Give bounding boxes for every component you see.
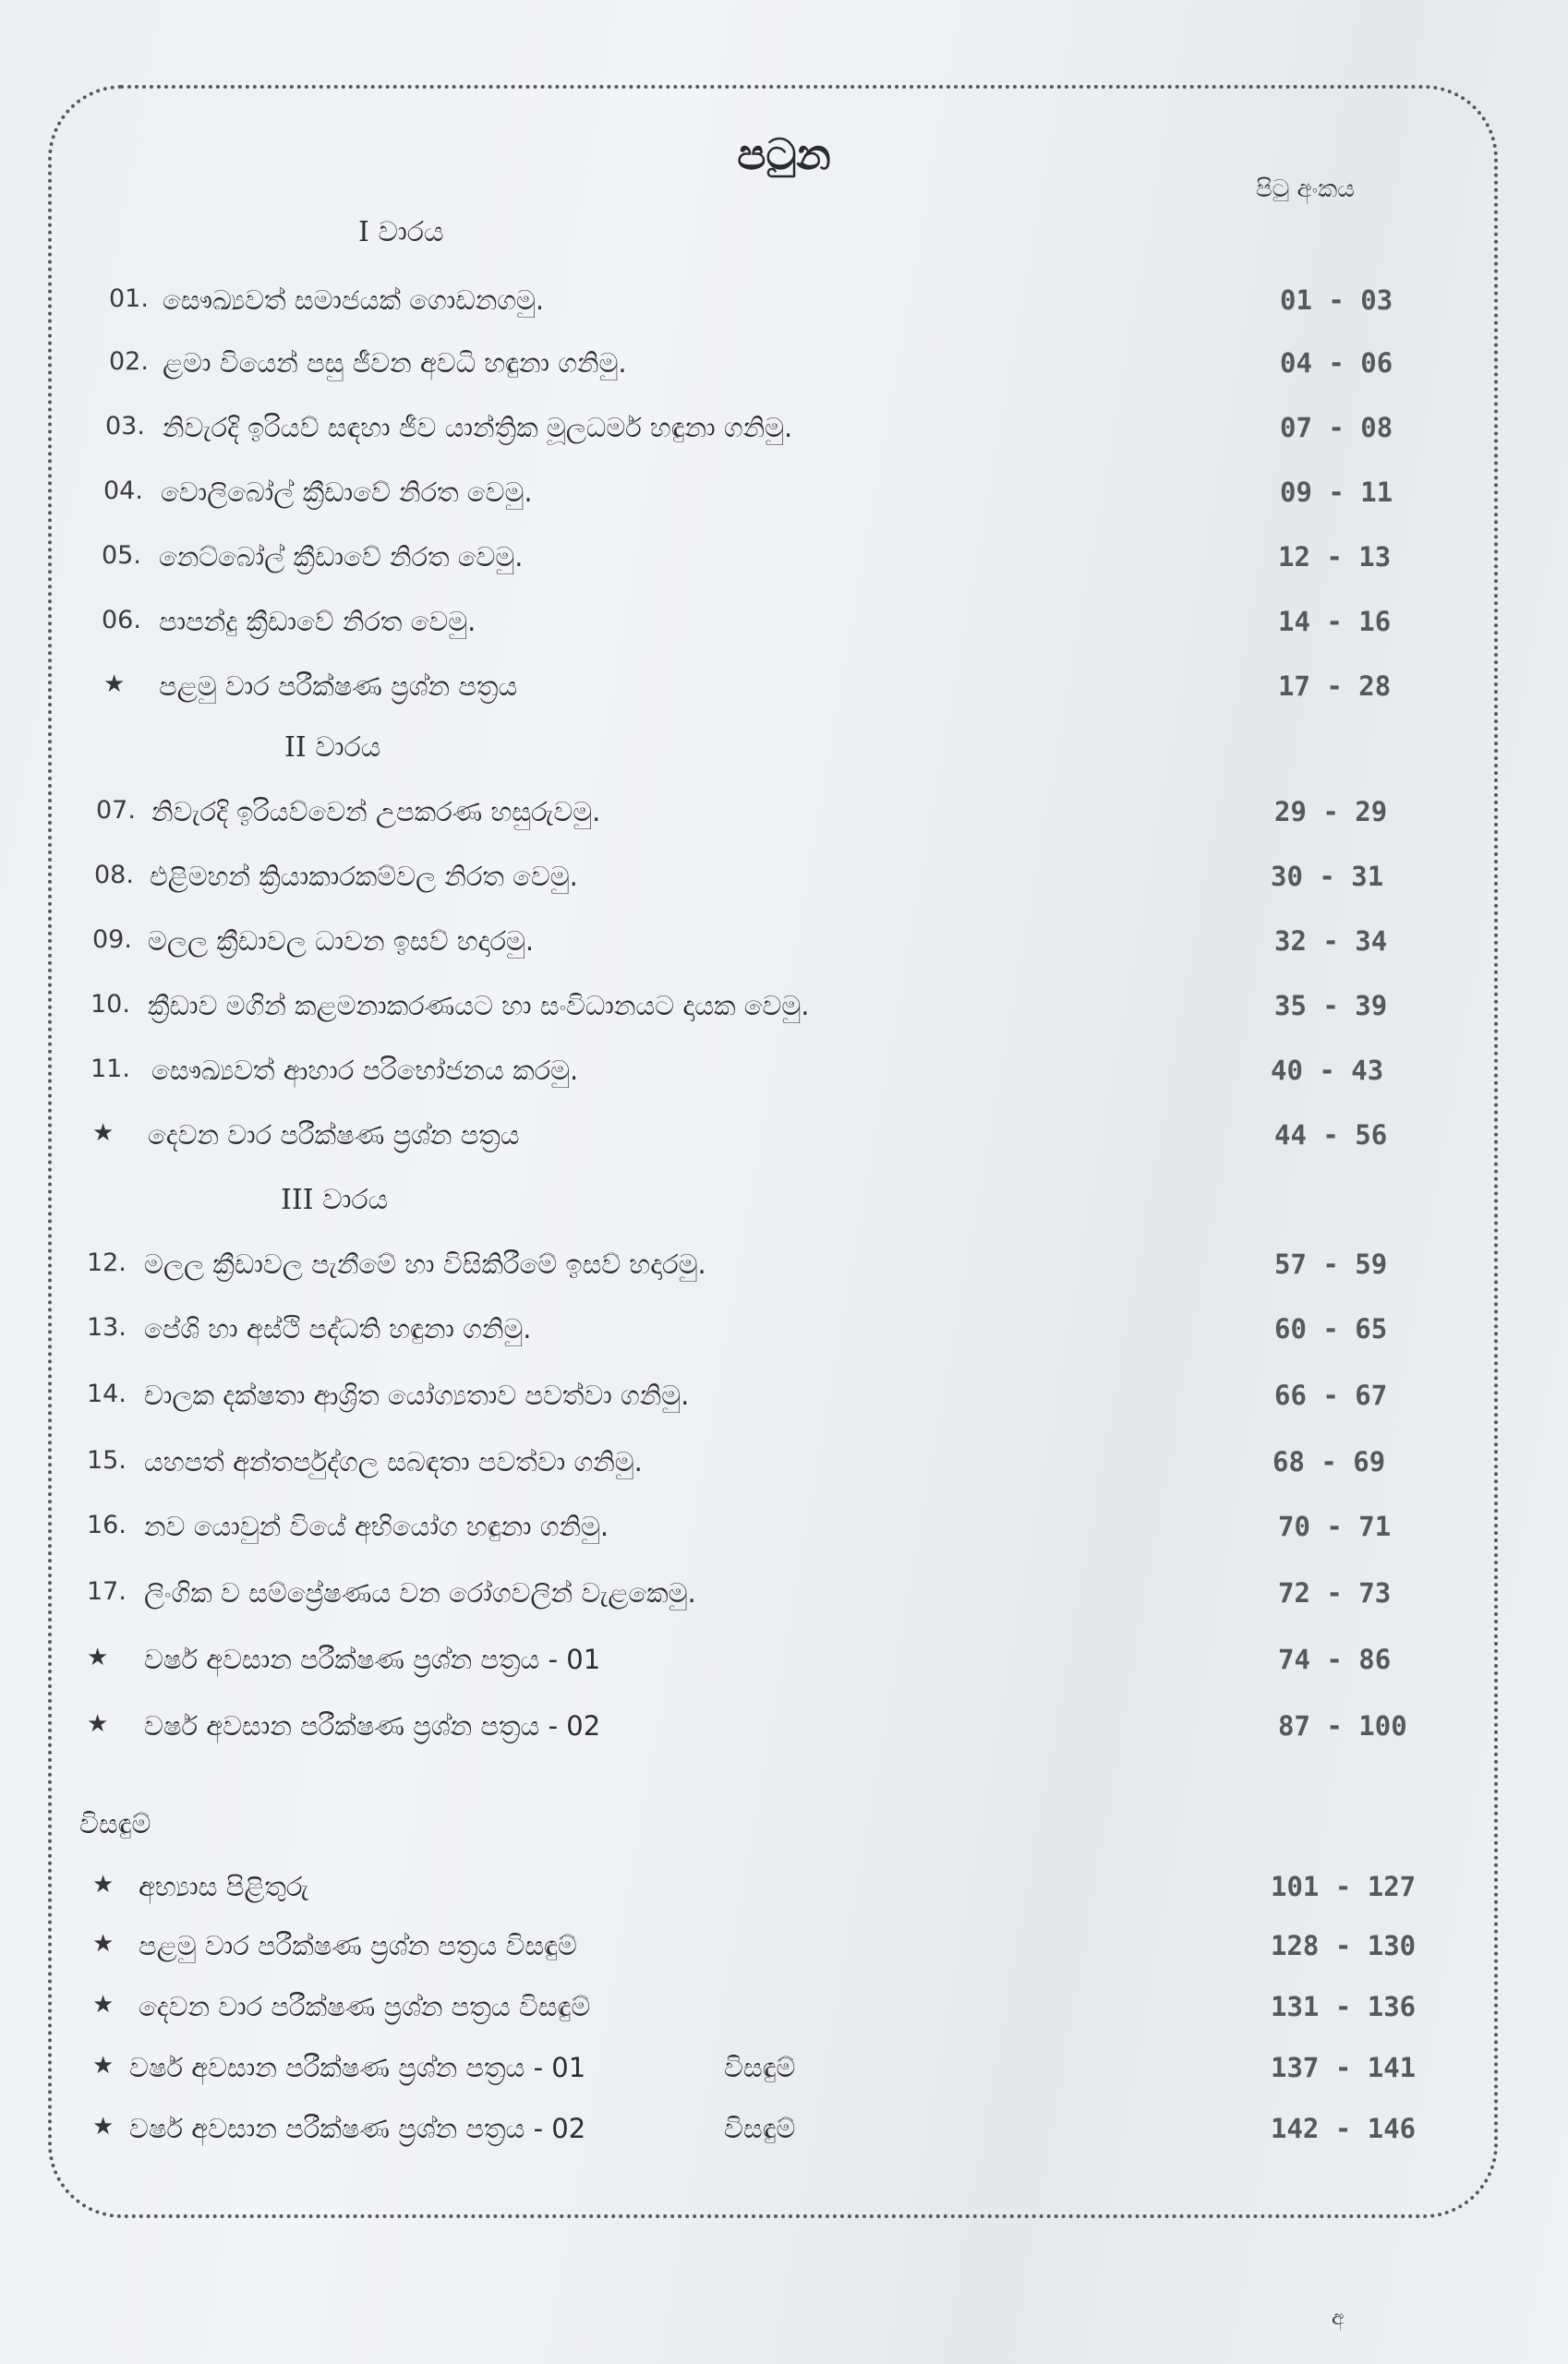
toc-row xyxy=(0,1119,1568,1165)
row-pages: 72 - 73 xyxy=(1278,1577,1392,1609)
row-number: 03. xyxy=(105,412,145,440)
row-pages: 70 - 71 xyxy=(1278,1511,1392,1542)
row-title: සෞඛ්‍යවත් සමාජයක් ගොඩනගමු. xyxy=(163,284,545,316)
row-number: 01. xyxy=(109,284,149,313)
row-title: නව යොවුන් වියේ අභියෝග හඳුනා ගනිමු. xyxy=(144,1511,609,1542)
row-title: අභ්‍යාස පිළිතුරු xyxy=(139,1871,309,1902)
row-pages: 60 - 65 xyxy=(1274,1313,1388,1345)
toc-row xyxy=(0,1055,1568,1101)
row-pages: 40 - 43 xyxy=(1271,1055,1384,1086)
row-title: එළිමහන් ක්‍රියාකාරකම්වල නිරත වෙමු. xyxy=(150,861,578,892)
toc-row xyxy=(0,1644,1568,1690)
star-icon: ★ xyxy=(92,2052,115,2080)
row-title: නිවැරදි ඉරියව් සඳහා ජීව යාන්ත්‍රික මූලධර්ම හඳුනා ගනිමු. xyxy=(163,412,793,443)
row-pages: 137 - 141 xyxy=(1271,2052,1417,2083)
toc-row xyxy=(0,1446,1568,1492)
row-number: 11. xyxy=(90,1055,130,1083)
row-title: පාපන්දු ක්‍රීඩාවේ නිරත වෙමු. xyxy=(159,606,476,637)
row-solutions-label: විසඳුම් xyxy=(724,2113,796,2144)
star-icon: ★ xyxy=(92,1991,115,2019)
row-number: 10. xyxy=(90,990,130,1019)
answer-row xyxy=(0,1871,1568,1917)
toc-row xyxy=(0,1248,1568,1295)
row-title: මලල ක්‍රීඩාවල පැනීමේ හා විසිකිරීමේ ඉසව් හදාරමු. xyxy=(144,1248,706,1280)
row-solutions-label: විසඳුම් xyxy=(724,2052,796,2083)
row-number: 05. xyxy=(102,541,141,570)
row-pages: 14 - 16 xyxy=(1278,606,1392,637)
row-pages: 09 - 11 xyxy=(1280,476,1393,508)
star-icon: ★ xyxy=(87,1644,109,1671)
row-number: 15. xyxy=(87,1446,127,1475)
answers-heading: විසඳුම් xyxy=(79,1808,151,1839)
toc-row xyxy=(0,796,1568,842)
row-number: 08. xyxy=(94,861,134,889)
toc-row xyxy=(0,1710,1568,1756)
row-pages: 35 - 39 xyxy=(1274,990,1388,1021)
row-pages: 101 - 127 xyxy=(1271,1871,1417,1902)
toc-row xyxy=(0,476,1568,523)
star-icon: ★ xyxy=(92,1119,115,1147)
row-pages: 30 - 31 xyxy=(1271,861,1384,892)
row-title: පළමු වාර පරීක්ෂණ ප්‍රශ්න පත්‍රය විසඳුම් xyxy=(139,1930,577,1961)
row-pages: 32 - 34 xyxy=(1274,925,1388,957)
row-title: ළමා වියෙන් පසු ජීවන අවධි හඳුනා ගනිමු. xyxy=(163,347,627,379)
row-pages: 142 - 146 xyxy=(1271,2113,1417,2144)
row-title: සෞඛ්‍යවත් ආහාර පරිභෝජනය කරමු. xyxy=(151,1055,579,1086)
row-pages: 74 - 86 xyxy=(1278,1644,1392,1675)
row-title: නිවැරදි ඉරියව්වෙන් උපකරණ හසුරුවමු. xyxy=(151,796,601,827)
toc-row xyxy=(0,606,1568,652)
row-pages: 07 - 08 xyxy=(1280,412,1393,443)
row-number: 09. xyxy=(92,925,132,954)
term-3-heading: III වාරය xyxy=(281,1184,389,1216)
answer-row xyxy=(0,1930,1568,1976)
row-title: නෙට්බෝල් ක්‍රීඩාවේ නිරත වෙමු. xyxy=(159,541,524,573)
row-number: 06. xyxy=(102,606,141,634)
row-pages: 87 - 100 xyxy=(1278,1710,1407,1742)
toc-row xyxy=(0,1577,1568,1623)
toc-row xyxy=(0,541,1568,587)
row-title: වර්ෂ අවසාන පරීක්ෂණ ප්‍රශ්න පත්‍රය - 01 xyxy=(129,2052,586,2083)
row-number: 13. xyxy=(87,1313,127,1342)
row-pages: 17 - 28 xyxy=(1278,670,1392,702)
row-pages: 29 - 29 xyxy=(1274,796,1388,827)
row-title: පළමු වාර පරීක්ෂණ ප්‍රශ්න පත්‍රය xyxy=(159,670,518,702)
answer-row xyxy=(0,2052,1568,2098)
row-pages: 01 - 03 xyxy=(1280,284,1393,316)
row-title: වොලිබෝල් ක්‍රීඩාවේ නිරත වෙමු. xyxy=(161,476,533,508)
toc-row xyxy=(0,861,1568,907)
row-pages: 68 - 69 xyxy=(1272,1446,1386,1478)
toc-row xyxy=(0,1511,1568,1557)
row-title: දෙවන වාර පරීක්ෂණ ප්‍රශ්න පත්‍රය විසඳුම් xyxy=(139,1991,591,2022)
row-title: මලල ක්‍රීඩාවල ධාවන ඉසව් හදාරමු. xyxy=(148,925,535,957)
row-number: 17. xyxy=(87,1577,127,1606)
row-title: ක්‍රීඩාව මගින් කළමනාකරණයට හා සංවිධානයට දායක වෙමු. xyxy=(148,990,810,1021)
row-title: වර්ෂ අවසාන පරීක්ෂණ ප්‍රශ්න පත්‍රය - 01 xyxy=(144,1644,601,1675)
row-pages: 131 - 136 xyxy=(1271,1991,1417,2022)
row-pages: 128 - 130 xyxy=(1271,1930,1417,1961)
toc-row xyxy=(0,990,1568,1036)
row-pages: 44 - 56 xyxy=(1274,1119,1388,1151)
star-icon: ★ xyxy=(103,670,126,698)
page-mark: අ xyxy=(1332,2307,1345,2330)
row-pages: 66 - 67 xyxy=(1274,1380,1388,1411)
page-number-column-header: පිටු අංකය xyxy=(1256,175,1355,203)
row-title: දෙවන වාර පරීක්ෂණ ප්‍රශ්න පත්‍රය xyxy=(148,1119,520,1151)
row-number: 14. xyxy=(87,1380,127,1408)
row-title: චාලක දක්ෂතා ආශ්‍රිත යෝග්‍යතාව පවත්වා ගනිමු. xyxy=(144,1380,690,1411)
row-pages: 57 - 59 xyxy=(1274,1248,1388,1280)
star-icon: ★ xyxy=(92,1930,115,1958)
row-title: ලිංගික ව සම්ප්‍රේෂණය වන රෝගවලින් වැළකෙමු. xyxy=(144,1577,696,1609)
star-icon: ★ xyxy=(87,1710,109,1738)
answer-row xyxy=(0,2113,1568,2159)
toc-row xyxy=(0,347,1568,393)
row-pages: 12 - 13 xyxy=(1278,541,1392,573)
toc-row xyxy=(0,284,1568,331)
page-title: පටුන xyxy=(737,129,831,179)
toc-row xyxy=(0,925,1568,971)
row-title: වර්ෂ අවසාන පරීක්ෂණ ප්‍රශ්න පත්‍රය - 02 xyxy=(144,1710,601,1742)
answer-row xyxy=(0,1991,1568,2037)
row-number: 02. xyxy=(109,347,149,376)
row-number: 04. xyxy=(103,476,143,505)
row-number: 07. xyxy=(96,796,136,825)
toc-row xyxy=(0,412,1568,458)
term-1-heading: I වාරය xyxy=(358,216,444,248)
toc-row xyxy=(0,670,1568,717)
row-title: වර්ෂ අවසාන පරීක්ෂණ ප්‍රශ්න පත්‍රය - 02 xyxy=(129,2113,586,2144)
star-icon: ★ xyxy=(92,2113,115,2141)
star-icon: ★ xyxy=(92,1871,115,1899)
row-number: 16. xyxy=(87,1511,127,1539)
row-pages: 04 - 06 xyxy=(1280,347,1393,379)
row-title: පේශි හා අස්ථි පද්ධති හඳුනා ගනිමු. xyxy=(144,1313,532,1345)
row-title: යහපත් අන්තර්පුද්ගල සබඳතා පවත්වා ගනිමු. xyxy=(144,1446,643,1478)
term-2-heading: II වාරය xyxy=(284,731,381,764)
row-number: 12. xyxy=(87,1248,127,1277)
toc-row xyxy=(0,1313,1568,1359)
toc-row xyxy=(0,1380,1568,1426)
